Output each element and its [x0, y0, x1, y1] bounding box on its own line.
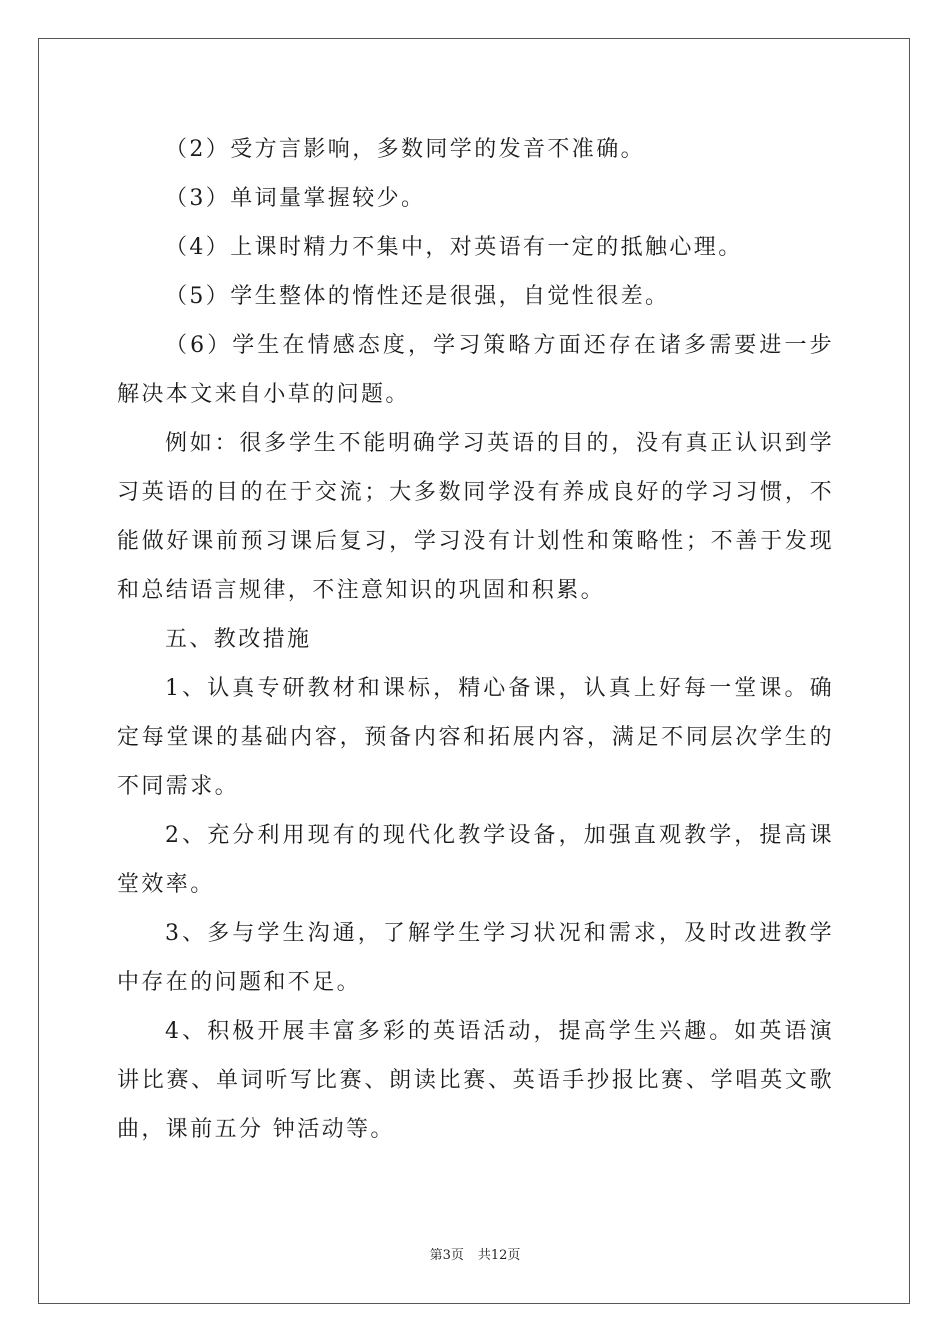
section-heading: 五、教改措施 [165, 627, 312, 652]
document-body [117, 125, 834, 1154]
paragraph-item: 2、充分利用现有的现代化教学设备，加强直观教学，提高课堂效率。 [117, 823, 834, 897]
paragraph-item: 3、多与学生沟通，了解学生学习状况和需求，及时改进教学中存在的问题和不足。 [117, 921, 834, 995]
paragraph-item: （6）学生在情感态度，学习策略方面还存在诸多需要进一步解决本文来自小草的问题。 [117, 333, 834, 407]
paragraph-item: 1、认真专研教材和课标，精心备课，认真上好每一堂课。确定每堂课的基础内容，预备内容和拓展内容，满足不同层次学生的不同需求。 [117, 676, 834, 799]
total-pages-label: 共12页 [477, 1248, 521, 1263]
paragraph-item: （5）学生整体的惰性还是很强，自觉性很差。 [165, 284, 670, 309]
paragraph-item: （3）单词量掌握较少。 [165, 186, 426, 211]
paragraph-item: （2）受方言影响，多数同学的发音不准确。 [165, 137, 645, 162]
paragraph-item: （4）上课时精力不集中，对英语有一定的抵触心理。 [165, 235, 743, 260]
paragraph-item: 例如：很多学生不能明确学习英语的目的，没有真正认识到学习英语的目的在于交流；大多数同学没有养成良好的学习习惯，不能做好课前预习课后复习，学习没有计划性和策略性；不善于发现和总结语言规律，不注意知识的巩固和积累。 [117, 431, 834, 603]
current-page-label: 第3页 [429, 1248, 464, 1263]
page-footer [0, 1247, 950, 1265]
paragraph-item: 4、积极开展丰富多彩的英语活动，提高学生兴趣。如英语演讲比赛、单词听写比赛、朗读比赛、英语手抄报比赛、学唱英文歌曲，课前五分 钟活动等。 [117, 1019, 834, 1142]
